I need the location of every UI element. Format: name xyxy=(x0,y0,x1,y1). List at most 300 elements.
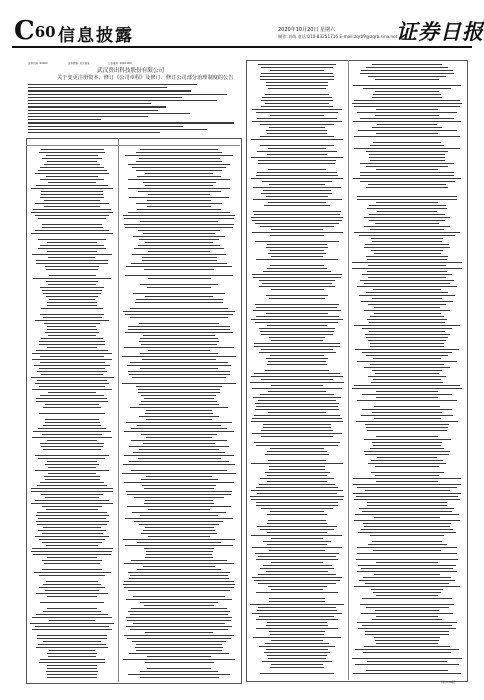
text-line xyxy=(267,532,326,533)
text-line xyxy=(270,634,325,635)
text-line xyxy=(36,521,109,522)
text-line xyxy=(141,401,218,402)
text-line xyxy=(35,626,110,627)
text-line xyxy=(363,88,452,89)
text-line xyxy=(34,572,111,573)
text-line xyxy=(255,322,338,323)
text-line xyxy=(264,652,329,653)
text-line xyxy=(36,593,107,594)
text-line xyxy=(258,163,335,164)
text-line xyxy=(252,577,343,578)
text-line xyxy=(267,481,327,482)
text-line xyxy=(34,365,110,366)
text-line xyxy=(47,326,96,327)
text-line xyxy=(37,380,108,381)
text-line xyxy=(130,614,228,615)
text-line xyxy=(123,584,235,585)
text-line xyxy=(254,580,340,581)
text-line xyxy=(366,151,449,152)
text-line xyxy=(353,484,461,485)
text-line xyxy=(40,197,103,198)
text-line xyxy=(129,374,230,375)
text-line xyxy=(144,548,214,549)
text-line xyxy=(374,406,440,407)
text-line xyxy=(28,106,166,107)
text-line xyxy=(251,139,344,140)
text-line xyxy=(267,655,327,656)
text-line xyxy=(129,446,228,447)
text-line xyxy=(261,430,334,431)
text-line xyxy=(271,289,324,290)
text-line xyxy=(139,158,220,159)
text-line xyxy=(261,106,333,107)
text-line xyxy=(253,187,342,188)
text-line xyxy=(133,452,225,453)
text-line xyxy=(142,260,217,261)
text-line xyxy=(254,214,340,215)
text-line xyxy=(365,424,450,425)
text-line xyxy=(268,148,326,149)
text-line xyxy=(130,575,228,576)
text-line xyxy=(123,215,235,216)
text-line xyxy=(374,307,441,308)
text-line xyxy=(140,677,219,678)
text-line xyxy=(259,616,334,617)
text-line xyxy=(38,458,105,459)
text-line xyxy=(41,308,103,309)
text-line xyxy=(370,346,445,347)
text-line xyxy=(376,169,437,170)
text-line xyxy=(271,340,323,341)
text-line xyxy=(354,586,460,587)
text-line xyxy=(256,406,339,407)
text-line xyxy=(131,263,226,264)
text-line xyxy=(265,94,328,95)
text-line xyxy=(138,458,221,459)
text-line xyxy=(364,217,450,218)
text-line xyxy=(357,547,457,548)
header-rule xyxy=(12,46,472,48)
text-line xyxy=(128,179,231,180)
continued-mark: 下转C59版 xyxy=(440,680,455,684)
text-line xyxy=(125,275,232,276)
text-line xyxy=(256,316,339,317)
text-line xyxy=(28,116,148,117)
text-line xyxy=(37,485,107,486)
text-line xyxy=(124,482,234,483)
text-line xyxy=(131,470,226,471)
text-line xyxy=(255,409,339,410)
text-line xyxy=(373,445,441,446)
text-line xyxy=(352,268,461,269)
text-line xyxy=(253,211,341,212)
text-line xyxy=(32,548,113,549)
text-line xyxy=(28,126,183,127)
text-line xyxy=(37,512,107,513)
text-line xyxy=(263,190,331,191)
text-line xyxy=(260,394,333,395)
text-line xyxy=(362,328,452,329)
text-line xyxy=(377,124,438,125)
text-line xyxy=(366,67,447,68)
text-line xyxy=(133,623,225,624)
text-line xyxy=(251,463,344,464)
text-line xyxy=(140,671,218,672)
text-line xyxy=(376,562,439,563)
text-line xyxy=(251,535,342,536)
text-line xyxy=(123,539,234,540)
text-line xyxy=(376,202,438,203)
text-line xyxy=(266,313,329,314)
text-line xyxy=(128,572,230,573)
text-line xyxy=(268,361,326,362)
text-line xyxy=(357,487,457,488)
text-line xyxy=(369,331,444,332)
text-line xyxy=(267,523,327,524)
text-line xyxy=(251,490,344,491)
text-line xyxy=(266,649,329,650)
text-line xyxy=(49,650,96,651)
text-line xyxy=(370,316,443,317)
text-line xyxy=(125,545,233,546)
text-line xyxy=(141,533,218,534)
text-line xyxy=(138,230,220,231)
text-line xyxy=(47,440,96,441)
text-line xyxy=(267,475,327,476)
text-line xyxy=(140,515,219,516)
text-line xyxy=(270,265,324,266)
text-line xyxy=(140,338,218,339)
text-line xyxy=(46,281,98,282)
text-line xyxy=(260,529,334,530)
text-line xyxy=(131,560,227,561)
text-line xyxy=(252,613,343,614)
text-line xyxy=(45,479,100,480)
text-line xyxy=(372,127,442,128)
text-line xyxy=(255,553,340,554)
text-line xyxy=(253,199,342,200)
text-line xyxy=(271,589,323,590)
text-line xyxy=(255,304,339,305)
text-line xyxy=(35,455,109,456)
text-line xyxy=(261,334,332,335)
text-line xyxy=(366,607,449,608)
text-line xyxy=(122,473,235,474)
text-line xyxy=(360,118,453,119)
text-line xyxy=(372,64,443,65)
text-line xyxy=(362,352,451,353)
text-line xyxy=(355,664,460,665)
text-line xyxy=(31,212,112,213)
text-line xyxy=(261,379,333,380)
text-line xyxy=(48,467,95,468)
text-line xyxy=(258,556,336,557)
text-line xyxy=(48,656,96,657)
text-line xyxy=(148,194,211,195)
text-line xyxy=(47,608,97,609)
text-line xyxy=(40,314,103,315)
table-divider-right xyxy=(348,60,349,680)
text-line xyxy=(28,132,160,133)
company-name: 武汉贵出科技股份有限公司 xyxy=(97,68,165,74)
text-line xyxy=(40,395,104,396)
text-line xyxy=(356,496,458,497)
text-line xyxy=(266,196,327,197)
text-line xyxy=(369,205,446,206)
text-line xyxy=(373,94,441,95)
text-line xyxy=(28,113,190,114)
text-line xyxy=(43,317,102,318)
text-line xyxy=(43,293,100,294)
text-line xyxy=(375,91,438,92)
text-line xyxy=(46,509,98,510)
text-line xyxy=(47,557,97,558)
text-line xyxy=(263,541,330,542)
text-line xyxy=(256,559,338,560)
text-line xyxy=(367,505,448,506)
text-line xyxy=(372,241,442,242)
text-line xyxy=(263,271,330,272)
text-line xyxy=(257,118,338,119)
text-line xyxy=(260,226,333,227)
text-line xyxy=(352,262,461,263)
text-line xyxy=(42,506,102,507)
text-line xyxy=(374,313,441,314)
text-line xyxy=(129,653,229,654)
text-line xyxy=(371,250,444,251)
text-line xyxy=(372,370,442,371)
text-line xyxy=(136,161,223,162)
text-line xyxy=(374,418,441,419)
text-line xyxy=(31,503,114,504)
text-line xyxy=(261,508,333,509)
text-line xyxy=(368,277,446,278)
text-line xyxy=(260,136,333,137)
text-line xyxy=(46,269,99,270)
text-line xyxy=(268,520,325,521)
text-line xyxy=(32,254,112,255)
text-line xyxy=(376,595,438,596)
text-line xyxy=(256,619,339,620)
text-line xyxy=(28,87,167,88)
text-line xyxy=(43,584,101,585)
text-line xyxy=(124,431,233,432)
text-line xyxy=(256,307,337,308)
text-line xyxy=(255,241,339,242)
editor-line: 制作:刘萌 电话:010-83251716 E-mail:zqrb9@zqrb.sina.net xyxy=(278,34,398,39)
text-line xyxy=(46,155,98,156)
text-line xyxy=(262,661,332,662)
text-line xyxy=(44,563,99,564)
stock-code: 证券代码: 00000 xyxy=(28,62,48,65)
text-line xyxy=(124,635,234,636)
text-line xyxy=(41,374,104,375)
text-line xyxy=(128,212,230,213)
text-line xyxy=(267,544,327,545)
text-line xyxy=(255,403,339,404)
text-line xyxy=(253,397,342,398)
text-line xyxy=(45,497,99,498)
text-line xyxy=(41,149,104,150)
text-line xyxy=(36,398,107,399)
text-line xyxy=(46,581,98,582)
text-line xyxy=(355,514,459,515)
text-line xyxy=(269,631,325,632)
text-line xyxy=(367,259,447,260)
text-line xyxy=(137,569,221,570)
text-line xyxy=(133,236,225,237)
text-line xyxy=(375,115,439,116)
text-line xyxy=(261,100,333,101)
text-line xyxy=(352,658,462,659)
text-line xyxy=(148,509,211,510)
text-line xyxy=(365,334,450,335)
text-line xyxy=(269,127,325,128)
text-line xyxy=(260,124,334,125)
text-line xyxy=(266,358,328,359)
text-line xyxy=(354,136,460,137)
text-line xyxy=(41,194,104,195)
text-line xyxy=(271,664,323,665)
text-line xyxy=(368,340,447,341)
text-line xyxy=(373,289,442,290)
text-line xyxy=(46,545,98,546)
text-line xyxy=(37,635,107,636)
text-line xyxy=(44,200,100,201)
text-line xyxy=(364,310,450,311)
text-line xyxy=(361,301,453,302)
text-line xyxy=(270,250,325,251)
text-line xyxy=(31,551,112,552)
text-line xyxy=(363,652,452,653)
text-line xyxy=(40,167,104,168)
text-line xyxy=(362,598,453,599)
text-line xyxy=(356,559,457,560)
text-line xyxy=(32,629,113,630)
text-line xyxy=(367,208,447,209)
text-line xyxy=(128,164,231,165)
text-line xyxy=(32,353,113,354)
text-line xyxy=(48,392,96,393)
text-line xyxy=(139,341,219,342)
text-line xyxy=(376,616,438,617)
text-line xyxy=(370,229,444,230)
text-line xyxy=(144,503,215,504)
text-line xyxy=(366,187,448,188)
text-line xyxy=(37,371,107,372)
text-line xyxy=(145,527,214,528)
text-line xyxy=(352,103,461,104)
text-line xyxy=(36,260,109,261)
text-line xyxy=(136,644,222,645)
text-line xyxy=(260,76,335,77)
text-line xyxy=(47,329,96,330)
text-line xyxy=(364,439,451,440)
text-line xyxy=(35,215,110,216)
text-line xyxy=(32,359,112,360)
text-line xyxy=(263,565,332,566)
text-line xyxy=(128,611,230,612)
text-line xyxy=(252,220,341,221)
text-line xyxy=(132,254,227,255)
text-line xyxy=(359,295,454,296)
text-line xyxy=(370,160,445,161)
text-line xyxy=(271,538,323,539)
text-line xyxy=(45,404,99,405)
text-line xyxy=(138,392,219,393)
text-line xyxy=(39,662,105,663)
text-line xyxy=(367,430,447,431)
text-line xyxy=(38,218,105,219)
text-line xyxy=(267,325,328,326)
text-line xyxy=(251,499,343,500)
text-line xyxy=(141,344,217,345)
text-line xyxy=(372,619,443,620)
text-line xyxy=(269,337,324,338)
text-line xyxy=(125,227,232,228)
text-line xyxy=(370,535,444,536)
text-line xyxy=(374,517,441,518)
text-line xyxy=(254,343,340,344)
text-line xyxy=(366,337,448,338)
text-line xyxy=(126,422,232,423)
text-line xyxy=(138,389,220,390)
text-line xyxy=(47,674,98,675)
text-line xyxy=(38,530,106,531)
text-line xyxy=(139,416,219,417)
text-line xyxy=(364,283,450,284)
text-line xyxy=(44,476,101,477)
text-line xyxy=(145,242,212,243)
text-line xyxy=(254,373,340,374)
text-line xyxy=(369,322,446,323)
text-line xyxy=(362,511,452,512)
text-line xyxy=(127,506,232,507)
text-line xyxy=(44,164,99,165)
text-line xyxy=(145,173,213,174)
text-line xyxy=(125,155,233,156)
text-line xyxy=(353,121,462,122)
text-line xyxy=(256,445,338,446)
text-line xyxy=(267,154,327,155)
text-line xyxy=(375,466,439,467)
text-line xyxy=(260,79,335,80)
text-line xyxy=(147,287,210,288)
text-line xyxy=(357,286,457,287)
text-line xyxy=(124,224,233,225)
text-line xyxy=(377,457,438,458)
text-line xyxy=(140,602,218,603)
text-line xyxy=(354,499,461,500)
text-line xyxy=(365,244,450,245)
text-line xyxy=(130,308,229,309)
text-line xyxy=(263,424,332,425)
text-line xyxy=(269,469,326,470)
text-line xyxy=(251,217,342,218)
text-line xyxy=(125,332,234,333)
text-line xyxy=(38,518,106,519)
text-line xyxy=(376,109,438,110)
text-line xyxy=(269,466,325,467)
text-line xyxy=(252,547,343,548)
text-line xyxy=(267,133,327,134)
text-line xyxy=(361,613,452,614)
text-line xyxy=(47,251,98,252)
text-line xyxy=(268,88,326,89)
text-line xyxy=(367,661,448,662)
text-line xyxy=(261,193,332,194)
text-line xyxy=(366,256,448,257)
